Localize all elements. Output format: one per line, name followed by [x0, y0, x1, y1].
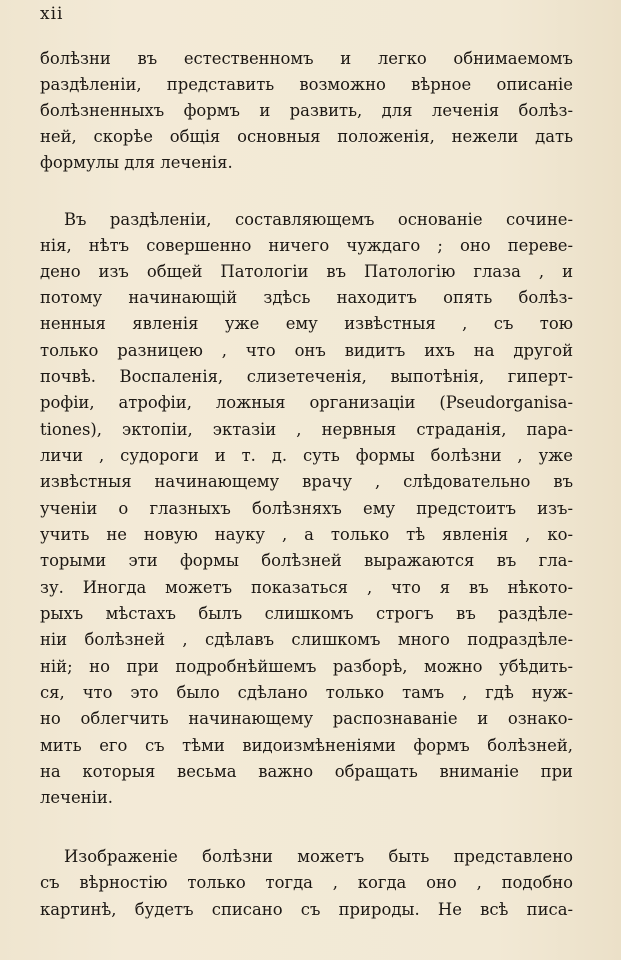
- text-line: ней, скорѣе общія основныя положенія, нежели дать: [40, 127, 573, 146]
- text-line: ученіи о глазныхъ болѣзняхъ ему предстоитъ изъ-: [40, 499, 573, 518]
- text-line: ній; но при подробнѣйшемъ разборѣ, можно убѣдить-: [40, 657, 573, 676]
- text-line: формулы для леченія.: [40, 153, 233, 172]
- text-line: учить не новую науку , а только тѣ явленія , ко-: [40, 525, 573, 544]
- text-line: потому начинающій здѣсь находитъ опять болѣз-: [40, 288, 573, 307]
- text-line: зу. Иногда можетъ показаться , что я въ нѣкото-: [40, 578, 573, 597]
- text-line: съ вѣрностію только тогда , когда оно , подобно: [40, 873, 573, 892]
- text-line: мить его съ тѣми видоизмѣненіями формъ болѣзней,: [40, 736, 573, 755]
- text-line: но облегчить начинающему распознаваніе и ознако-: [40, 709, 573, 728]
- text-line: ненныя явленія уже ему извѣстныя , съ тою: [40, 314, 573, 333]
- text-line: личи , судороги и т. д. суть формы болѣзни , уже: [40, 446, 573, 465]
- text-line: торыми эти формы болѣзней выражаются въ гла-: [40, 551, 573, 570]
- text-line: нія, нѣтъ совершенно ничего чуждаго ; оно переве-: [40, 236, 573, 255]
- text-line: Въ раздѣленіи, составляющемъ основаніе сочине-: [64, 210, 573, 229]
- text-line: дено изъ общей Патологіи въ Патологію глаза , и: [40, 262, 573, 281]
- text-line: извѣстныя начинающему врачу , слѣдовательно въ: [40, 472, 573, 491]
- text-line: почвѣ. Воспаленія, слизетеченія, выпотѣнія, гиперт-: [40, 367, 573, 386]
- text-line: рофіи, атрофіи, ложныя организаціи (Pseudorganisa-: [40, 393, 573, 412]
- text-line: болѣзненныхъ формъ и развить, для леченія болѣз-: [40, 101, 573, 120]
- text-line: ся, что это было сдѣлано только тамъ , гдѣ нуж-: [40, 683, 573, 702]
- text-line: картинѣ, будетъ списано съ природы. Не всѣ писа-: [40, 900, 573, 919]
- text-line: рыхъ мѣстахъ былъ слишкомъ строгъ въ раздѣле-: [40, 604, 573, 623]
- page-number: xii: [40, 4, 64, 24]
- text-line: Изображеніе болѣзни можетъ быть представлено: [64, 847, 573, 866]
- text-line: на которыя весьма важно обращать вниманіе при: [40, 762, 573, 781]
- text-line: раздѣленіи, представить возможно вѣрное описаніе: [40, 75, 573, 94]
- text-line: ніи болѣзней , сдѣлавъ слишкомъ много подраздѣле-: [40, 630, 573, 649]
- text-line: леченіи.: [40, 788, 113, 807]
- text-line: tiones), эктопіи, эктазіи , нервныя страданія, пара-: [40, 420, 573, 439]
- text-line: болѣзни въ естественномъ и легко обнимаемомъ: [40, 49, 573, 68]
- text-line: только разницею , что онъ видитъ ихъ на другой: [40, 341, 573, 360]
